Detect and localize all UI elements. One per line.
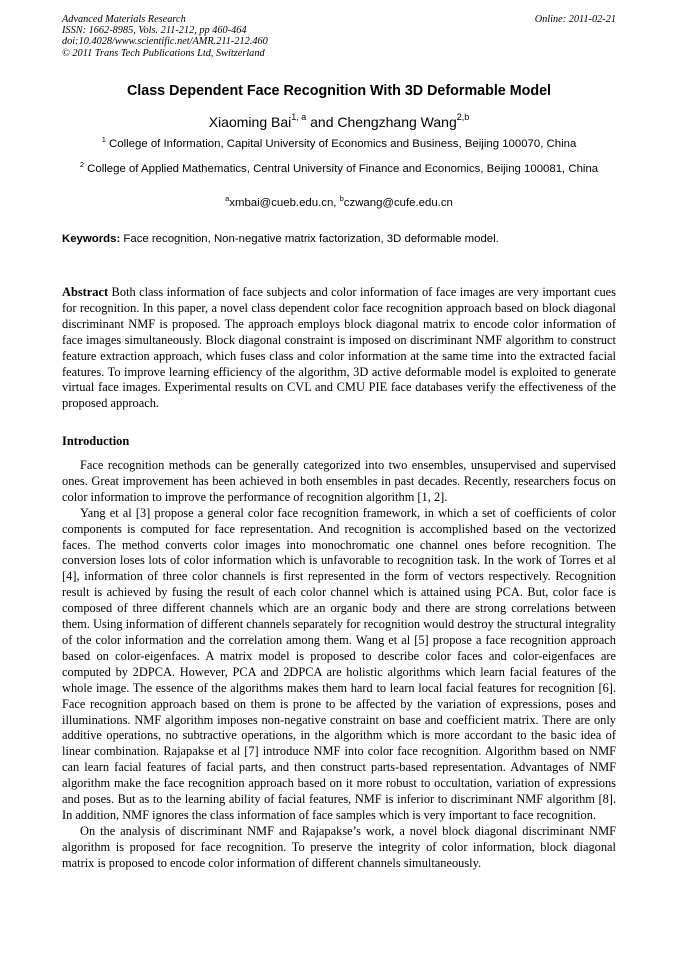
online-date: Online: 2011-02-21 — [534, 14, 616, 25]
journal-name: Advanced Materials Research — [62, 14, 186, 25]
email-2: czwang@cufe.edu.cn — [343, 197, 453, 209]
introduction-section — [62, 458, 616, 872]
email-1-sup: a — [225, 194, 230, 203]
affiliation-1 — [62, 137, 616, 152]
affiliation-2-text: College of Applied Mathematics, Central University of Finance and Economics, Beijing 100081, China — [84, 163, 599, 175]
author-connector: and — [306, 114, 338, 130]
journal-header — [62, 14, 268, 59]
keywords-text: Face recognition, Non-negative matrix factorization, 3D deformable model. — [120, 233, 499, 245]
abstract-label: Abstract — [62, 285, 109, 299]
issn-line: ISSN: 1662-8985, Vols. 211-212, pp 460-464 — [62, 25, 247, 37]
author-1-name: Xiaoming Bai — [208, 114, 292, 130]
intro-paragraph-1: Face recognition methods can be generally categorized into two ensembles, unsupervised and supervised ones. Great improvement has been achieved in both ensembles in past decades. Recently, researchers focus on color information to improve the performance of recognition algorithm [1, 2]. — [62, 458, 616, 504]
email-2-sup: b — [339, 194, 344, 203]
abstract-text: Both class information of face subjects and color information of face images are very important cues for recognition. In this paper, a novel class dependent color face recognition approach based on block diagonal discriminant NMF is proposed. The approach employs block diagonal matrix to encode color information of face images simultaneously. Block diagonal constraint is imposed on discriminant NMF algorithm to construct feature extraction approach, which fuses class and color information at the same time into the extracted facial features. To improve learning efficiency of the algorithm, 3D active deformable model is exploited to generate virtual face images. Experimental results on CVL and CMU PIE face databases verify the effectiveness of the proposed approach. — [62, 285, 616, 411]
keywords-label: Keywords: — [62, 233, 121, 245]
doi-line: doi:10.4028/www.scientific.net/AMR.211-212.460 — [62, 36, 268, 48]
email-line — [62, 196, 616, 211]
paper-title: Class Dependent Face Recognition With 3D Deformable Model — [126, 83, 552, 99]
affiliation-2-num: 2 — [79, 160, 85, 169]
author-2-name: Chengzhang Wang — [337, 114, 457, 130]
author-1-sup: 1, a — [291, 112, 307, 122]
abstract-section — [62, 285, 616, 412]
intro-paragraph-2: Yang et al [3] propose a general color face recognition framework, in which a set of coefficients of color components is computed for face representation. And recognition is accomplished based on the vectorized faces. The method converts color images into monochromatic one channel ones before recognition. The conversion loses lots of color information which is unfavorable to recognition task. In the work of Torres et al [4], information of three color channels is first represented in the form of vectors respectively. Recognition result is achieved by fusing the result of each color channel which is attained using PCA. But, color face is composed of three different channels which are an organic body and there are strong correlations between them. Using information of different channels separately for recognition would destroy the structural integrality of the color information and the correlation among them. Wang et al [5] propose a face recognition approach based on color-eigenfaces. A matrix model is proposed to describe color faces and color-eigenfaces are computed by 2DPCA. However, PCA and 2DPCA are holistic algorithms which learn facial features of the whole image. The essence of the algorithms makes them hard to learn local facial features for recognition [6]. Face recognition approach based on them is prone to be affected by the variation of expressions, poses and illuminations. NMF algorithm imposes non-negative constraint on base and coefficient matrix. There are only additive operations, no subtractive operations, in the algorithm which is more accordant to the basic idea of linear combination. Rajapakse et al [7] introduce NMF into color face recognition. Algorithm based on NMF can learn facial features of facial parts, and then construct parts-based representation. Advantages of NMF algorithm make the face recognition approach based on it more robust to occultation, variation of expressions and poses. But as to the learning ability of facial features, NMF is inferior to discriminant NMF algorithm [8]. In addition, NMF ignores the class information of face samples which is very important to face recognition. — [62, 505, 616, 822]
abstract-paragraph — [62, 285, 616, 412]
email-1: xmbai@cueb.edu.cn, — [229, 197, 340, 209]
copyright-line: © 2011 Trans Tech Publications Ltd, Switzerland — [62, 47, 265, 59]
affiliation-1-text: College of Information, Capital University of Economics and Business, Beijing 100070, China — [105, 138, 577, 150]
affiliation-1-num: 1 — [101, 135, 106, 144]
affiliation-2 — [62, 162, 616, 177]
intro-paragraph-3: On the analysis of discriminant NMF and Rajapakse’s work, a novel block diagonal discriminant NMF algorithm is proposed for face recognition. To preserve the integrity of color information, block diagonal matrix is proposed to encode color information of different channels simultaneously. — [62, 823, 616, 870]
keywords — [62, 232, 616, 247]
introduction-heading: Introduction — [62, 434, 130, 448]
author-line — [62, 113, 616, 131]
author-2-sup: 2,b — [456, 112, 470, 122]
